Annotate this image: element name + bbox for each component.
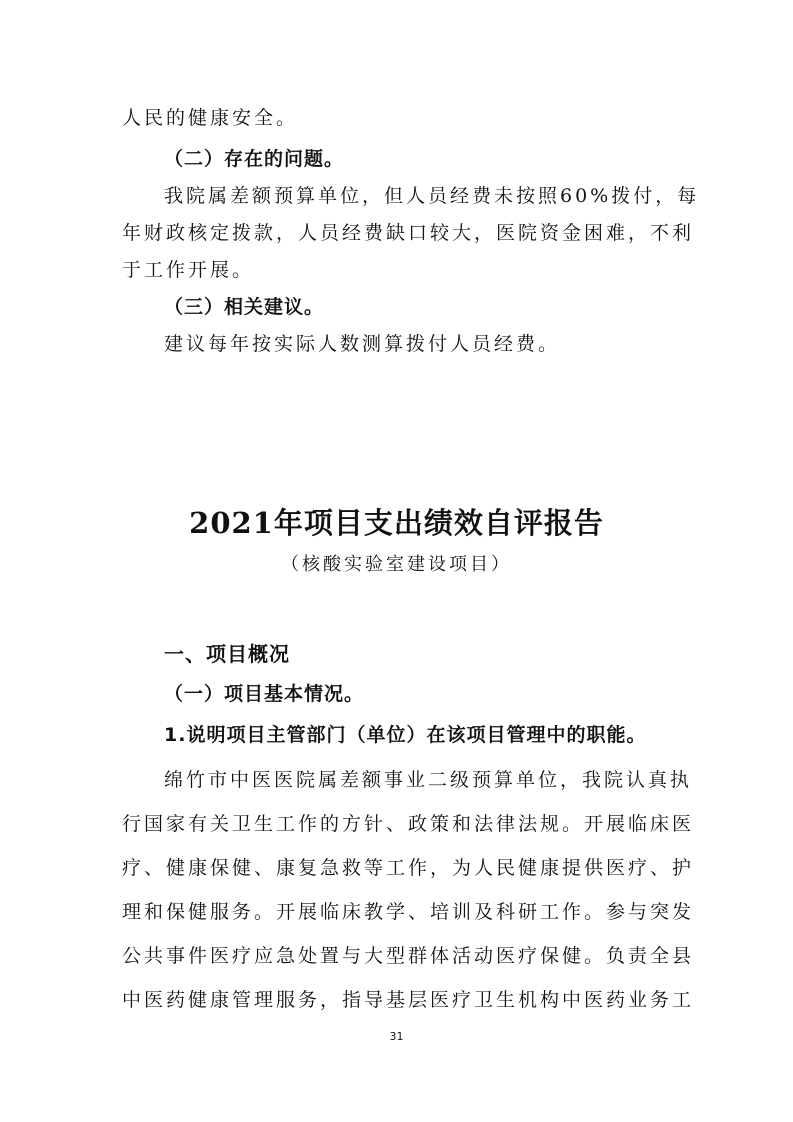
report-title: 2021年项目支出绩效自评报告 — [189, 506, 604, 540]
paragraph-line: 公共事件医疗应急处置与大型群体活动医疗保健。负责全县 — [122, 945, 695, 967]
page-number: 31 — [389, 1030, 404, 1043]
paragraph-line: 行国家有关卫生工作的方针、政策和法律法规。开展临床医 — [122, 813, 695, 835]
chapter-heading: 一、项目概况 — [164, 642, 290, 666]
item-heading: 1.说明项目主管部门（单位）在该项目管理中的职能。 — [164, 724, 647, 746]
paragraph-line: 我院属差额预算单位，但人员经费未按照60%拨付，每 — [164, 185, 700, 207]
section-heading: （三）相关建议。 — [164, 296, 325, 318]
paragraph-line: 建议每年按实际人数测算拨付人员经费。 — [164, 333, 561, 355]
paragraph-line: 年财政核定拨款，人员经费缺口较大，医院资金困难，不利 — [122, 222, 695, 244]
paragraph-line: 人民的健康安全。 — [122, 107, 299, 129]
section-heading: （一）项目基本情况。 — [164, 683, 365, 705]
report-subtitle: （核酸实验室建设项目） — [281, 554, 512, 575]
paragraph-line: 中医药健康管理服务，指导基层医疗卫生机构中医药业务工 — [122, 989, 695, 1011]
paragraph-line: 理和保健服务。开展临床教学、培训及科研工作。参与突发 — [122, 901, 695, 923]
section-heading: （二）存在的问题。 — [164, 148, 345, 170]
paragraph-line: 于工作开展。 — [122, 259, 255, 281]
paragraph-line: 绵竹市中医医院属差额事业二级预算单位，我院认真执 — [164, 769, 693, 791]
paragraph-line: 疗、健康保健、康复急救等工作，为人民健康提供医疗、护 — [122, 857, 695, 879]
